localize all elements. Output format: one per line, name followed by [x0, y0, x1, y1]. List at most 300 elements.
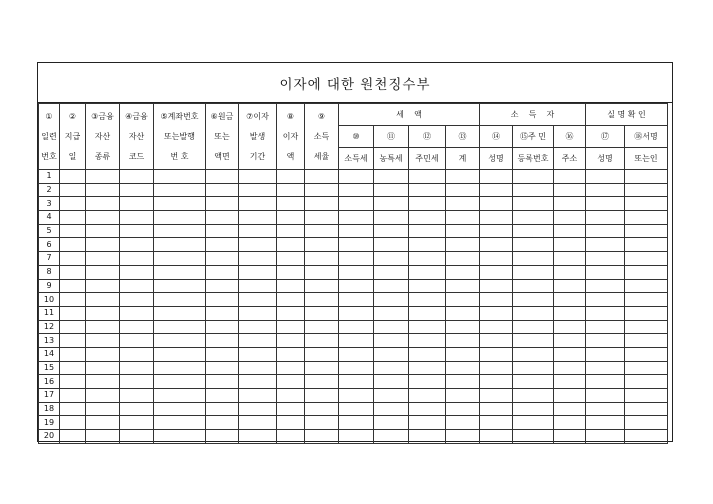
table-cell[interactable]: [446, 170, 480, 184]
table-cell[interactable]: [154, 238, 206, 252]
table-cell[interactable]: [554, 347, 586, 361]
table-cell[interactable]: [586, 320, 625, 334]
table-cell[interactable]: [154, 252, 206, 266]
table-cell[interactable]: [446, 211, 480, 225]
table-cell[interactable]: [625, 265, 668, 279]
table-cell[interactable]: [409, 375, 446, 389]
table-cell[interactable]: [206, 389, 239, 403]
table-cell[interactable]: [446, 183, 480, 197]
table-cell[interactable]: [625, 375, 668, 389]
table-cell[interactable]: [239, 416, 277, 430]
table-cell[interactable]: [480, 306, 513, 320]
table-cell[interactable]: [554, 361, 586, 375]
table-cell[interactable]: [60, 252, 86, 266]
table-cell[interactable]: [120, 197, 154, 211]
table-cell[interactable]: [374, 402, 409, 416]
table-cell[interactable]: [86, 416, 120, 430]
table-cell[interactable]: [206, 293, 239, 307]
table-cell[interactable]: [86, 334, 120, 348]
table-cell[interactable]: [86, 320, 120, 334]
table-cell[interactable]: [480, 238, 513, 252]
table-cell[interactable]: [154, 389, 206, 403]
table-cell[interactable]: [206, 238, 239, 252]
table-cell[interactable]: [239, 306, 277, 320]
table-cell[interactable]: [277, 389, 305, 403]
table-cell[interactable]: [60, 306, 86, 320]
table-cell[interactable]: [86, 170, 120, 184]
table-cell[interactable]: [86, 224, 120, 238]
table-cell[interactable]: [586, 347, 625, 361]
table-cell[interactable]: [339, 402, 374, 416]
table-cell[interactable]: [154, 306, 206, 320]
table-cell[interactable]: [586, 197, 625, 211]
table-cell[interactable]: [120, 183, 154, 197]
table-cell[interactable]: [554, 334, 586, 348]
table-cell[interactable]: [409, 279, 446, 293]
table-cell[interactable]: [480, 170, 513, 184]
table-cell[interactable]: [554, 265, 586, 279]
table-cell[interactable]: [120, 320, 154, 334]
table-cell[interactable]: [60, 197, 86, 211]
table-cell[interactable]: [339, 238, 374, 252]
table-cell[interactable]: [206, 279, 239, 293]
table-cell[interactable]: [120, 265, 154, 279]
table-cell[interactable]: [277, 320, 305, 334]
table-cell[interactable]: [86, 430, 120, 444]
table-cell[interactable]: [206, 183, 239, 197]
table-cell[interactable]: [409, 389, 446, 403]
table-cell[interactable]: [554, 211, 586, 225]
table-cell[interactable]: [625, 211, 668, 225]
table-cell[interactable]: [305, 430, 339, 444]
table-cell[interactable]: [409, 402, 446, 416]
table-cell[interactable]: [86, 361, 120, 375]
table-cell[interactable]: [277, 211, 305, 225]
table-cell[interactable]: [305, 197, 339, 211]
table-cell[interactable]: [339, 361, 374, 375]
table-cell[interactable]: [625, 170, 668, 184]
table-cell[interactable]: [120, 252, 154, 266]
table-cell[interactable]: [60, 211, 86, 225]
table-cell[interactable]: [206, 320, 239, 334]
table-cell[interactable]: [339, 430, 374, 444]
table-cell[interactable]: [586, 334, 625, 348]
table-cell[interactable]: [305, 183, 339, 197]
table-cell[interactable]: [120, 389, 154, 403]
table-cell[interactable]: [154, 197, 206, 211]
table-cell[interactable]: [277, 402, 305, 416]
table-cell[interactable]: [480, 375, 513, 389]
table-cell[interactable]: [480, 416, 513, 430]
table-cell[interactable]: [154, 375, 206, 389]
table-cell[interactable]: [446, 334, 480, 348]
table-cell[interactable]: [513, 416, 554, 430]
table-cell[interactable]: [239, 430, 277, 444]
table-cell[interactable]: [305, 402, 339, 416]
table-cell[interactable]: [239, 224, 277, 238]
table-cell[interactable]: [277, 197, 305, 211]
table-cell[interactable]: [480, 320, 513, 334]
table-cell[interactable]: [154, 334, 206, 348]
table-cell[interactable]: [625, 183, 668, 197]
table-cell[interactable]: [625, 238, 668, 252]
table-cell[interactable]: [586, 252, 625, 266]
table-cell[interactable]: [154, 211, 206, 225]
table-cell[interactable]: [513, 197, 554, 211]
table-cell[interactable]: [480, 334, 513, 348]
table-cell[interactable]: [206, 197, 239, 211]
table-cell[interactable]: [409, 293, 446, 307]
table-cell[interactable]: [60, 347, 86, 361]
table-cell[interactable]: [120, 211, 154, 225]
table-cell[interactable]: [60, 402, 86, 416]
table-cell[interactable]: [586, 211, 625, 225]
table-cell[interactable]: [277, 375, 305, 389]
table-cell[interactable]: [120, 347, 154, 361]
table-cell[interactable]: [625, 402, 668, 416]
table-cell[interactable]: [409, 252, 446, 266]
table-cell[interactable]: [409, 238, 446, 252]
table-cell[interactable]: [239, 170, 277, 184]
table-cell[interactable]: [339, 252, 374, 266]
table-cell[interactable]: [409, 170, 446, 184]
table-cell[interactable]: [513, 293, 554, 307]
table-cell[interactable]: [206, 334, 239, 348]
table-cell[interactable]: [206, 265, 239, 279]
table-cell[interactable]: [409, 416, 446, 430]
table-cell[interactable]: [374, 211, 409, 225]
table-cell[interactable]: [480, 183, 513, 197]
table-cell[interactable]: [339, 211, 374, 225]
table-cell[interactable]: [305, 389, 339, 403]
table-cell[interactable]: [86, 347, 120, 361]
table-cell[interactable]: [277, 265, 305, 279]
table-cell[interactable]: [154, 416, 206, 430]
table-cell[interactable]: [239, 265, 277, 279]
table-cell[interactable]: [554, 238, 586, 252]
table-cell[interactable]: [374, 320, 409, 334]
table-cell[interactable]: [446, 416, 480, 430]
table-cell[interactable]: [409, 361, 446, 375]
table-cell[interactable]: [339, 416, 374, 430]
table-cell[interactable]: [374, 361, 409, 375]
table-cell[interactable]: [239, 252, 277, 266]
table-cell[interactable]: [374, 389, 409, 403]
table-cell[interactable]: [554, 430, 586, 444]
table-cell[interactable]: [154, 402, 206, 416]
table-cell[interactable]: [206, 430, 239, 444]
table-cell[interactable]: [154, 183, 206, 197]
table-cell[interactable]: [554, 416, 586, 430]
table-cell[interactable]: [154, 320, 206, 334]
table-cell[interactable]: [374, 334, 409, 348]
table-cell[interactable]: [305, 306, 339, 320]
table-cell[interactable]: [86, 279, 120, 293]
table-cell[interactable]: [446, 238, 480, 252]
table-cell[interactable]: [374, 416, 409, 430]
table-cell[interactable]: [513, 334, 554, 348]
table-cell[interactable]: [554, 375, 586, 389]
table-cell[interactable]: [305, 224, 339, 238]
table-cell[interactable]: [154, 279, 206, 293]
table-cell[interactable]: [446, 224, 480, 238]
table-cell[interactable]: [586, 183, 625, 197]
table-cell[interactable]: [277, 183, 305, 197]
table-cell[interactable]: [206, 402, 239, 416]
table-cell[interactable]: [277, 224, 305, 238]
table-cell[interactable]: [305, 320, 339, 334]
table-cell[interactable]: [86, 252, 120, 266]
table-cell[interactable]: [154, 347, 206, 361]
table-cell[interactable]: [277, 416, 305, 430]
table-cell[interactable]: [120, 416, 154, 430]
table-cell[interactable]: [120, 334, 154, 348]
table-cell[interactable]: [586, 416, 625, 430]
table-cell[interactable]: [625, 416, 668, 430]
table-cell[interactable]: [513, 183, 554, 197]
table-cell[interactable]: [339, 183, 374, 197]
table-cell[interactable]: [374, 183, 409, 197]
table-cell[interactable]: [586, 306, 625, 320]
table-cell[interactable]: [86, 306, 120, 320]
table-cell[interactable]: [239, 279, 277, 293]
table-cell[interactable]: [60, 416, 86, 430]
table-cell[interactable]: [60, 375, 86, 389]
table-cell[interactable]: [625, 389, 668, 403]
table-cell[interactable]: [409, 306, 446, 320]
table-cell[interactable]: [339, 293, 374, 307]
table-cell[interactable]: [586, 279, 625, 293]
table-cell[interactable]: [305, 265, 339, 279]
table-cell[interactable]: [206, 375, 239, 389]
table-cell[interactable]: [60, 279, 86, 293]
table-cell[interactable]: [120, 430, 154, 444]
table-cell[interactable]: [305, 375, 339, 389]
table-cell[interactable]: [625, 293, 668, 307]
table-cell[interactable]: [120, 402, 154, 416]
table-cell[interactable]: [513, 347, 554, 361]
table-cell[interactable]: [446, 306, 480, 320]
table-cell[interactable]: [554, 197, 586, 211]
table-cell[interactable]: [446, 375, 480, 389]
table-cell[interactable]: [86, 375, 120, 389]
table-cell[interactable]: [374, 265, 409, 279]
table-cell[interactable]: [305, 416, 339, 430]
table-cell[interactable]: [554, 279, 586, 293]
table-cell[interactable]: [586, 389, 625, 403]
table-cell[interactable]: [513, 279, 554, 293]
table-cell[interactable]: [446, 293, 480, 307]
table-cell[interactable]: [206, 416, 239, 430]
table-cell[interactable]: [513, 265, 554, 279]
table-cell[interactable]: [60, 183, 86, 197]
table-cell[interactable]: [480, 389, 513, 403]
table-cell[interactable]: [60, 361, 86, 375]
table-cell[interactable]: [86, 238, 120, 252]
table-cell[interactable]: [339, 265, 374, 279]
table-cell[interactable]: [586, 375, 625, 389]
table-cell[interactable]: [446, 252, 480, 266]
table-cell[interactable]: [60, 334, 86, 348]
table-cell[interactable]: [374, 238, 409, 252]
table-cell[interactable]: [409, 334, 446, 348]
table-cell[interactable]: [480, 430, 513, 444]
table-cell[interactable]: [480, 402, 513, 416]
table-cell[interactable]: [625, 306, 668, 320]
table-cell[interactable]: [625, 197, 668, 211]
table-cell[interactable]: [60, 293, 86, 307]
table-cell[interactable]: [446, 347, 480, 361]
table-cell[interactable]: [339, 375, 374, 389]
table-cell[interactable]: [409, 197, 446, 211]
table-cell[interactable]: [586, 430, 625, 444]
table-cell[interactable]: [305, 361, 339, 375]
table-cell[interactable]: [86, 211, 120, 225]
table-cell[interactable]: [60, 224, 86, 238]
table-cell[interactable]: [480, 265, 513, 279]
table-cell[interactable]: [339, 347, 374, 361]
table-cell[interactable]: [625, 361, 668, 375]
table-cell[interactable]: [277, 347, 305, 361]
table-cell[interactable]: [513, 224, 554, 238]
table-cell[interactable]: [60, 265, 86, 279]
table-cell[interactable]: [374, 279, 409, 293]
table-cell[interactable]: [409, 430, 446, 444]
table-cell[interactable]: [206, 252, 239, 266]
table-cell[interactable]: [554, 183, 586, 197]
table-cell[interactable]: [586, 170, 625, 184]
table-cell[interactable]: [120, 279, 154, 293]
table-cell[interactable]: [446, 320, 480, 334]
table-cell[interactable]: [480, 361, 513, 375]
table-cell[interactable]: [277, 306, 305, 320]
table-cell[interactable]: [339, 334, 374, 348]
table-cell[interactable]: [120, 293, 154, 307]
table-cell[interactable]: [239, 211, 277, 225]
table-cell[interactable]: [339, 197, 374, 211]
table-cell[interactable]: [206, 347, 239, 361]
table-cell[interactable]: [277, 170, 305, 184]
table-cell[interactable]: [554, 224, 586, 238]
table-cell[interactable]: [409, 211, 446, 225]
table-cell[interactable]: [277, 361, 305, 375]
table-cell[interactable]: [586, 361, 625, 375]
table-cell[interactable]: [513, 389, 554, 403]
table-cell[interactable]: [206, 211, 239, 225]
table-cell[interactable]: [554, 320, 586, 334]
table-cell[interactable]: [339, 224, 374, 238]
table-cell[interactable]: [513, 430, 554, 444]
table-cell[interactable]: [60, 238, 86, 252]
table-cell[interactable]: [625, 224, 668, 238]
table-cell[interactable]: [513, 402, 554, 416]
table-cell[interactable]: [625, 334, 668, 348]
table-cell[interactable]: [305, 252, 339, 266]
table-cell[interactable]: [154, 361, 206, 375]
table-cell[interactable]: [513, 306, 554, 320]
table-cell[interactable]: [513, 211, 554, 225]
table-cell[interactable]: [374, 252, 409, 266]
table-cell[interactable]: [409, 265, 446, 279]
table-cell[interactable]: [446, 279, 480, 293]
table-cell[interactable]: [446, 430, 480, 444]
table-cell[interactable]: [446, 265, 480, 279]
table-cell[interactable]: [277, 279, 305, 293]
table-cell[interactable]: [374, 293, 409, 307]
table-cell[interactable]: [305, 347, 339, 361]
table-cell[interactable]: [305, 211, 339, 225]
table-cell[interactable]: [277, 293, 305, 307]
table-cell[interactable]: [120, 238, 154, 252]
table-cell[interactable]: [586, 293, 625, 307]
table-cell[interactable]: [625, 430, 668, 444]
table-cell[interactable]: [239, 197, 277, 211]
table-cell[interactable]: [374, 170, 409, 184]
table-cell[interactable]: [554, 170, 586, 184]
table-cell[interactable]: [480, 211, 513, 225]
table-cell[interactable]: [409, 183, 446, 197]
table-cell[interactable]: [60, 170, 86, 184]
table-cell[interactable]: [239, 183, 277, 197]
table-cell[interactable]: [480, 224, 513, 238]
table-cell[interactable]: [554, 402, 586, 416]
table-cell[interactable]: [305, 293, 339, 307]
table-cell[interactable]: [625, 252, 668, 266]
table-cell[interactable]: [206, 361, 239, 375]
table-cell[interactable]: [513, 252, 554, 266]
table-cell[interactable]: [374, 306, 409, 320]
table-cell[interactable]: [277, 252, 305, 266]
table-cell[interactable]: [339, 320, 374, 334]
table-cell[interactable]: [586, 238, 625, 252]
table-cell[interactable]: [239, 293, 277, 307]
table-cell[interactable]: [120, 361, 154, 375]
table-cell[interactable]: [513, 375, 554, 389]
table-cell[interactable]: [86, 265, 120, 279]
table-cell[interactable]: [374, 430, 409, 444]
table-cell[interactable]: [625, 279, 668, 293]
table-cell[interactable]: [586, 402, 625, 416]
table-cell[interactable]: [305, 238, 339, 252]
table-cell[interactable]: [277, 430, 305, 444]
table-cell[interactable]: [239, 375, 277, 389]
table-cell[interactable]: [446, 361, 480, 375]
table-cell[interactable]: [305, 279, 339, 293]
table-cell[interactable]: [277, 238, 305, 252]
table-cell[interactable]: [277, 334, 305, 348]
table-cell[interactable]: [339, 306, 374, 320]
table-cell[interactable]: [513, 320, 554, 334]
table-cell[interactable]: [513, 361, 554, 375]
table-cell[interactable]: [154, 430, 206, 444]
table-cell[interactable]: [586, 265, 625, 279]
table-cell[interactable]: [480, 252, 513, 266]
table-cell[interactable]: [513, 238, 554, 252]
table-cell[interactable]: [154, 170, 206, 184]
table-cell[interactable]: [480, 347, 513, 361]
table-cell[interactable]: [446, 197, 480, 211]
table-cell[interactable]: [120, 224, 154, 238]
table-cell[interactable]: [120, 306, 154, 320]
table-cell[interactable]: [120, 375, 154, 389]
table-cell[interactable]: [239, 347, 277, 361]
table-cell[interactable]: [86, 389, 120, 403]
table-cell[interactable]: [480, 197, 513, 211]
table-cell[interactable]: [305, 170, 339, 184]
table-cell[interactable]: [305, 334, 339, 348]
table-cell[interactable]: [154, 293, 206, 307]
table-cell[interactable]: [239, 334, 277, 348]
